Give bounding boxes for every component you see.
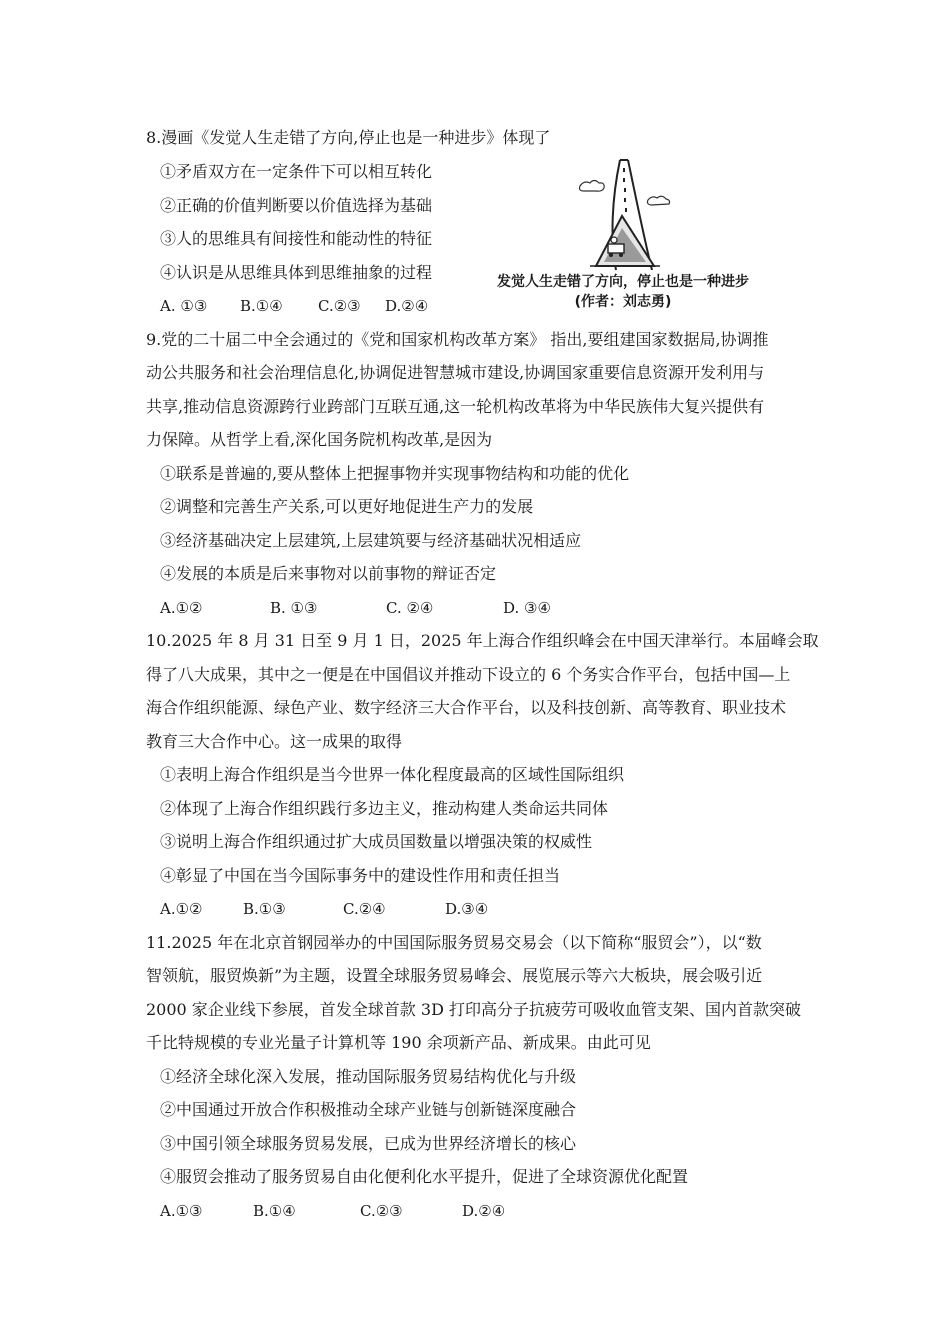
- q10-stem-line-3: 海合作组织能源、绿色产业、数字经济三大合作平台，以及科技创新、高等教育、职业技术: [146, 698, 787, 717]
- q10-stem-line-4: 教育三大合作中心。这一成果的取得: [146, 732, 403, 751]
- q8-item-3: ③人的思维具有间接性和能动性的特征: [160, 229, 433, 248]
- q11-option-b: B.①④: [253, 1202, 296, 1220]
- q11-item-3: ③中国引领全球服务贸易发展，已成为世界经济增长的核心: [160, 1134, 577, 1153]
- q9-item-1: ①联系是普遍的,要从整体上把握事物并实现事物结构和功能的优化: [160, 464, 630, 483]
- q11-stem-line-4: 千比特规模的专业光量子计算机等 190 余项新产品、新成果。由此可见: [146, 1033, 651, 1052]
- q10-item-1: ①表明上海合作组织是当今世界一体化程度最高的区域性国际组织: [160, 765, 625, 784]
- q9-option-a: A.①②: [160, 599, 203, 617]
- q11-option-a: A.①③: [160, 1202, 203, 1220]
- q11-stem-line-2: 智领航，服贸焕新”为主题，设置全球服务贸易峰会、展览展示等六大板块，展会吸引近: [146, 966, 763, 985]
- q9-stem-line-3: 共享,推动信息资源跨行业跨部门互联互通,这一轮机构改革将为中华民族伟大复兴提供有: [146, 397, 765, 416]
- q11-stem-line-1: 11.2025 年在北京首钢园举办的中国国际服务贸易交易会（以下简称“服贸会”），以“数: [146, 933, 762, 952]
- q10-stem-line-1: 10.2025 年 8 月 31 日至 9 月 1 日，2025 年上海合作组织峰会在中国天津举行。本届峰会取: [146, 631, 819, 650]
- q11-item-1: ①经济全球化深入发展，推动国际服务贸易结构优化与升级: [160, 1067, 577, 1086]
- q9-stem-line-1: 9.党的二十届二中全会通过的《党和国家机构改革方案》 指出,要组建国家数据局,协调推: [146, 330, 769, 349]
- q11-option-d: D.②④: [462, 1202, 506, 1220]
- q10-option-c: C.②④: [343, 900, 386, 918]
- q8-option-b: B.①④: [240, 297, 283, 315]
- q10-option-d: D.③④: [445, 900, 489, 918]
- q10-option-a: A.①②: [160, 900, 203, 918]
- q8-item-2: ②正确的价值判断要以价值选择为基础: [160, 196, 433, 215]
- q10-item-4: ④彰显了中国在当今国际事务中的建设性作用和责任担当: [160, 866, 561, 885]
- cartoon-caption: [478, 272, 768, 312]
- q10-item-3: ③说明上海合作组织通过扩大成员国数量以增强决策的权威性: [160, 832, 593, 851]
- q9-option-d: D. ③④: [503, 599, 551, 617]
- q9-option-c: C. ②④: [386, 599, 434, 617]
- q8-stem: 8.漫画《发觉人生走错了方向,停止也是一种进步》体现了: [146, 128, 551, 147]
- q8-option-d: D.②④: [385, 297, 429, 315]
- q8-option-c: C.②③: [318, 297, 361, 315]
- q10-stem-line-2: 得了八大成果，其中之一便是在中国倡议并推动下设立的 6 个务实合作平台，包括中国—上: [146, 665, 791, 684]
- q9-item-3: ③经济基础决定上层建筑,上层建筑要与经济基础状况相适应: [160, 531, 582, 550]
- q9-item-4: ④发展的本质是后来事物对以前事物的辩证否定: [160, 564, 497, 583]
- q11-item-4: ④服贸会推动了服务贸易自由化便利化水平提升，促进了全球资源优化配置: [160, 1167, 689, 1186]
- q9-option-b: B. ①③: [270, 599, 318, 617]
- cartoon-author: (作者：刘志勇): [574, 294, 672, 310]
- q9-stem-line-4: 力保障。从哲学上看,深化国务院机构改革,是因为: [146, 430, 493, 449]
- q10-option-b: B.①③: [243, 900, 286, 918]
- q11-item-2: ②中国通过开放合作积极推动全球产业链与创新链深度融合: [160, 1100, 577, 1119]
- cartoon-title: 发觉人生走错了方向，停止也是一种进步: [497, 274, 749, 290]
- q8-item-1: ①矛盾双方在一定条件下可以相互转化: [160, 162, 433, 181]
- q9-item-2: ②调整和完善生产关系,可以更好地促进生产力的发展: [160, 497, 534, 516]
- q11-option-c: C.②③: [360, 1202, 403, 1220]
- q8-option-a: A. ①③: [160, 297, 208, 315]
- q8-item-4: ④认识是从思维具体到思维抽象的过程: [160, 263, 433, 282]
- q11-stem-line-3: 2000 家企业线下参展，首发全球首款 3D 打印高分子抗疲劳可吸收血管支架、国内首款突破: [146, 1000, 801, 1019]
- q10-item-2: ②体现了上海合作组织践行多边主义，推动构建人类命运共同体: [160, 799, 609, 818]
- q9-stem-line-2: 动公共服务和社会治理信息化,协调促进智慧城市建设,协调国家重要信息资源开发利用与: [146, 363, 765, 382]
- cartoon-illustration: [540, 158, 700, 270]
